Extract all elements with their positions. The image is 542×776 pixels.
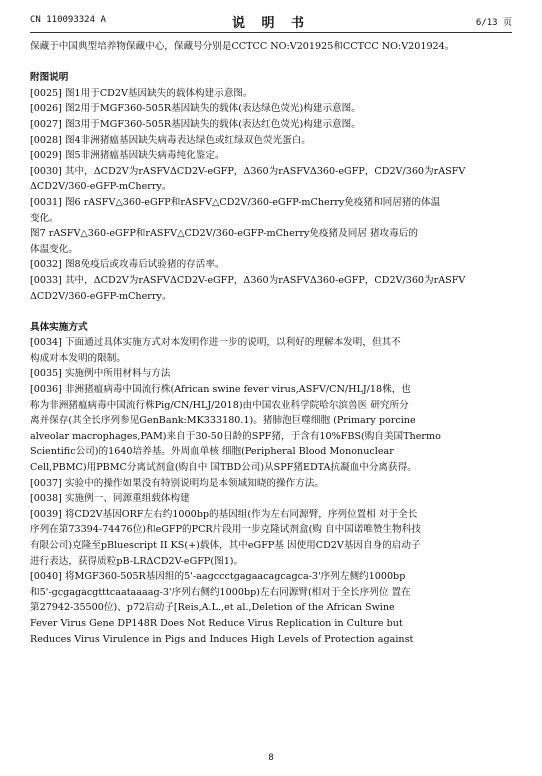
text-line: 图7 rASFV△360-eGFP和rASFV△CD2V/360-eGFP-mCherry免疫猪及同居 猪攻毒后的 — [30, 228, 418, 240]
text-line: 序列在第73394-74476位)和eGFP的PCR片段用一步克隆试剂盒(购 自中国诺唯赞生物科技 — [30, 524, 421, 536]
section-heading-figures: 附图说明 — [30, 72, 69, 84]
paragraph-0038: [0038] 实施例一、同源重组载体构建 — [30, 493, 190, 505]
paragraph-0029: [0029] 图5非洲猪瘟基因缺失病毒纯化鉴定。 — [30, 150, 225, 162]
paragraph-0040: [0040] 将MGF360-505R基因组的5'-aagccctgagaacagcagca-3'序列左侧约1000bp — [30, 571, 406, 583]
paragraph-0033: [0033] 其中，ΔCD2V为rASFVΔCD2V-eGFP，Δ360为rASFVΔ360-eGFP，CD2V/360为rASFV — [30, 274, 466, 286]
paragraph-0026: [0026] 图2用于MGF360-505R基因缺失的载体(表达绿色荧光)构建示意图。 — [30, 103, 361, 115]
patent-number: CN 110093324 A — [30, 15, 106, 25]
page-header — [30, 12, 512, 32]
text-line: Cell,PBMC)用PBMC分离试剂盒(购自中 国TBD公司)从SPF猪EDTA抗凝血中分离获得。 — [30, 462, 417, 474]
text-line: ΔCD2V/360-eGFP-mCherry。 — [30, 181, 172, 193]
paragraph-0037: [0037] 实验中的操作如果没有特别说明均是本领域知晓的操作方法。 — [30, 477, 324, 489]
paragraph-0025: [0025] 图1用于CD2V基因缺失的载体构建示意图。 — [30, 87, 253, 99]
text-line: Scientific公司)的1640培养基。外周血单核 细胞(Peripheral Blood Mononuclear — [30, 446, 394, 458]
text-line: ΔCD2V/360-eGFP-mCherry。 — [30, 290, 172, 302]
text-line: 有限公司)克隆至pBluescript II KS(+)载体，其中eGFP基 因使用CD2V基因自身的启动子 — [30, 540, 421, 551]
paragraph-0035: [0035] 实施例中所用材料与方法 — [30, 368, 171, 380]
paragraph-0036: [0036] 非洲猪瘟病毒中国流行株(African swine fever virus,ASFV/CN/HLJ/18株，也 — [30, 384, 411, 396]
paragraph-0039: [0039] 将CD2V基因ORF左右约1000bp的基因组(作为左右同源臂，序列位置相 对于全长 — [30, 508, 418, 520]
paragraph-0027: [0027] 图3用于MGF360-505R基因缺失的载体(表达红色荧光)构建示意图。 — [30, 118, 361, 130]
paragraph-0028: [0028] 图4非洲猪瘟基因缺失病毒表达绿色或红绿双色荧光蛋白。 — [30, 134, 311, 146]
text-line: alveolar macrophages,PAM)来自于30-50日龄的SPF猪，于含有10%FBS(购自美国Thermo — [30, 430, 441, 442]
section-heading-embodiments: 具体实施方式 — [30, 321, 88, 333]
text-line: 离并保存(其全长序列参见GenBank:MK333180.1)。猪肺泡巨噬细胞 (Primary porcine — [30, 415, 416, 427]
blank-line — [30, 55, 512, 71]
text-line: 和5'-gcgagacgtttcaataaaag-3'序列右侧约1000bp)左右同源臂(相对于全长序列位 置在 — [30, 586, 411, 598]
paragraph-0032: [0032] 图8免疫后或攻毒后试验猪的存活率。 — [30, 259, 225, 271]
text-line: Reduces Virus Virulence in Pigs and Induces High Levels of Protection against — [30, 633, 414, 645]
header-rule — [30, 32, 512, 33]
paragraph-0031: [0031] 图6 rASFV△360-eGFP和rASFV△CD2V/360-eGFP-mCherry免疫猪和同居猪的体温 — [30, 196, 441, 208]
text-line: 称为非洲猪瘟病毒中国流行株Pig/CN/HLJ/2018)由中国农业科学院哈尔滨兽医 研究所分 — [30, 399, 409, 411]
text-line: 保藏于中国典型培养物保藏中心，保藏号分别是CCTCC NO:V201925和CCTCC NO:V201924。 — [30, 41, 455, 52]
document-title: 说 明 书 — [231, 16, 311, 31]
paragraph-0030: [0030] 其中，ΔCD2V为rASFVΔCD2V-eGFP，Δ360为rASFVΔ360-eGFP，CD2V/360为rASFV — [30, 165, 466, 177]
document-body — [30, 39, 512, 647]
blank-line — [30, 304, 512, 320]
text-line: 体温变化。 — [30, 243, 78, 255]
text-line: 进行表达，获得质粒pB-LRΔCD2V-eGFP(图1)。 — [30, 555, 244, 567]
text-line: 构成对本发明的限制。 — [30, 352, 126, 364]
text-line: 第27942-35500位)、p72启动子[Reis,A.L.,et al.,Deletion of the African Swine — [30, 602, 395, 614]
text-line: 变化。 — [30, 212, 59, 224]
page-number: 8 — [268, 753, 274, 763]
page-indicator: 6/13 页 — [475, 18, 512, 28]
paragraph-0034: [0034] 下面通过具体实施方式对本发明作进一步的说明，以利好的理解本发明，但其不 — [30, 337, 401, 349]
text-line: Fever Virus Gene DP148R Does Not Reduce Virus Replication in Culture but — [30, 617, 403, 629]
